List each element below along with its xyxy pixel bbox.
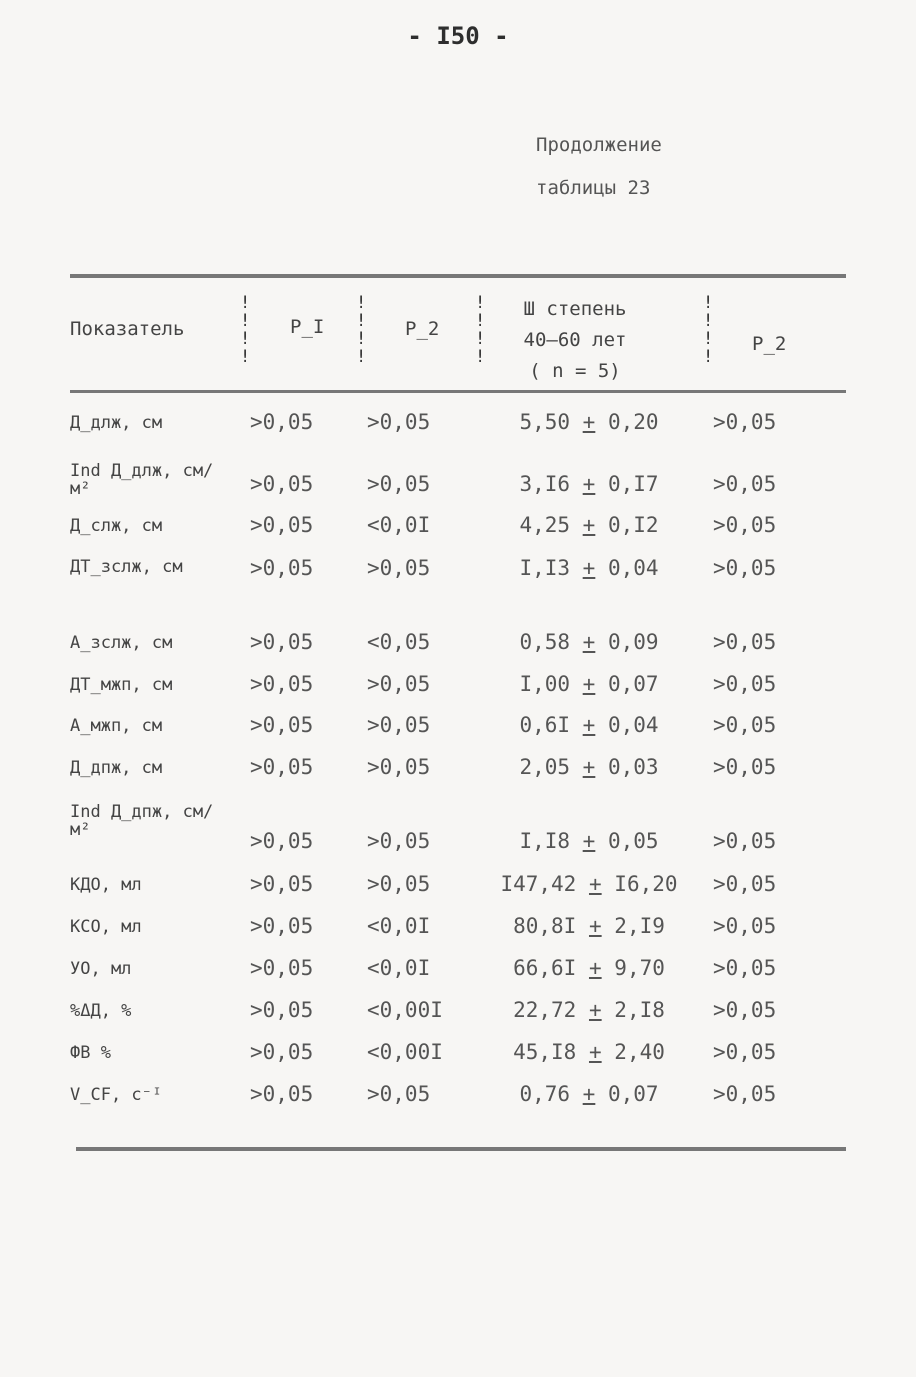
plus-minus-sign: + (582, 713, 596, 737)
cell-p1: >0,05 (250, 956, 314, 980)
table-row (0, 672, 916, 712)
mean-value: 2,05 (519, 755, 571, 779)
mean-value: 66,6I (513, 956, 577, 980)
cell-p2: <0,00I (367, 1040, 443, 1064)
plus-minus-sign: + (582, 672, 596, 696)
cell-p2: <0,0I (367, 513, 431, 537)
cell-p2: >0,05 (367, 872, 431, 896)
cell-p2-right: >0,05 (713, 556, 777, 580)
cell-mean-sd (496, 1040, 682, 1064)
sd-value: 0,07 (607, 672, 659, 696)
row-label: Ind Д_длж, см/м² (70, 461, 214, 499)
header-p1: P_I (290, 316, 325, 338)
header-label: Показатель (70, 318, 185, 340)
table-top-rule (70, 274, 846, 278)
mean-value: I,I8 (519, 829, 571, 853)
sd-value: 0,07 (607, 1082, 659, 1106)
row-label: ДТ_зслж, см (70, 557, 183, 577)
cell-mean-sd (496, 998, 682, 1022)
cell-p2: <0,00I (367, 998, 443, 1022)
plus-minus-sign: + (588, 914, 602, 938)
cell-mean-sd (496, 872, 682, 896)
cell-p2-right: >0,05 (713, 410, 777, 434)
sd-value: 0,05 (607, 829, 659, 853)
table-row (0, 1082, 916, 1122)
cell-p2: >0,05 (367, 410, 431, 434)
plus-minus-sign: + (582, 472, 596, 496)
cell-mean-sd (496, 914, 682, 938)
row-label: %ΔД, % (70, 1001, 132, 1021)
cell-p2-right: >0,05 (713, 914, 777, 938)
cell-mean-sd (496, 755, 682, 779)
cell-p2: <0,05 (367, 630, 431, 654)
sd-value: 0,I7 (607, 472, 659, 496)
table-row (0, 556, 916, 596)
row-label: Д_дпж, см (70, 758, 163, 778)
caption-line-1: Продолжение (536, 134, 662, 156)
sd-value: 0,04 (607, 713, 659, 737)
plus-minus-sign: + (588, 956, 602, 980)
cell-p2: >0,05 (367, 556, 431, 580)
header-group-line-1: Ш степень (523, 298, 627, 320)
cell-p2: <0,0I (367, 914, 431, 938)
cell-mean-sd (496, 713, 682, 737)
cell-mean-sd (496, 513, 682, 537)
sd-value: 0,I2 (607, 513, 659, 537)
mean-value: 3,I6 (519, 472, 571, 496)
mean-value: 0,58 (519, 630, 571, 654)
cell-mean-sd (496, 556, 682, 580)
sd-value: 9,70 (614, 956, 665, 980)
cell-p1: >0,05 (250, 914, 314, 938)
row-label: Д_слж, см (70, 516, 163, 536)
caption-line-2: таблицы 23 (536, 177, 651, 199)
plus-minus-sign: + (582, 513, 596, 537)
row-label: КСО, мл (70, 917, 142, 937)
plus-minus-sign: + (582, 1082, 596, 1106)
cell-mean-sd (496, 672, 682, 696)
table-row (0, 755, 916, 795)
sd-value: 2,I9 (614, 914, 665, 938)
table-row (0, 998, 916, 1038)
cell-p2-right: >0,05 (713, 513, 777, 537)
sd-value: 0,04 (607, 556, 659, 580)
row-label: А_мжп, см (70, 716, 163, 736)
header-group (500, 294, 650, 387)
cell-p2-right: >0,05 (713, 829, 777, 853)
cell-p1: >0,05 (250, 1040, 314, 1064)
cell-p1: >0,05 (250, 713, 314, 737)
plus-minus-sign: + (582, 829, 596, 853)
cell-p2: >0,05 (367, 829, 431, 853)
table-row (0, 872, 916, 912)
cell-p2-right: >0,05 (713, 713, 777, 737)
column-separator: ! ! ! ! (475, 293, 486, 367)
header-group-line-2: 40–60 лет (523, 329, 627, 351)
cell-p1: >0,05 (250, 872, 314, 896)
mean-value: 4,25 (519, 513, 571, 537)
cell-p1: >0,05 (250, 472, 314, 496)
cell-p2-right: >0,05 (713, 755, 777, 779)
cell-p2-right: >0,05 (713, 1040, 777, 1064)
plus-minus-sign: + (582, 556, 596, 580)
table-bottom-rule (76, 1147, 846, 1151)
sd-value: 0,03 (607, 755, 659, 779)
plus-minus-sign: + (582, 630, 596, 654)
sd-value: 2,40 (614, 1040, 665, 1064)
cell-p1: >0,05 (250, 998, 314, 1022)
cell-mean-sd (496, 472, 682, 496)
table-row (0, 713, 916, 753)
row-label: А_зслж, см (70, 633, 173, 653)
cell-p1: >0,05 (250, 1082, 314, 1106)
column-separator: ! ! ! ! (703, 293, 714, 367)
plus-minus-sign: + (582, 410, 596, 434)
cell-p2-right: >0,05 (713, 630, 777, 654)
mean-value: 80,8I (513, 914, 577, 938)
plus-minus-sign: + (588, 998, 602, 1022)
table-caption (536, 124, 662, 210)
cell-mean-sd (496, 1082, 682, 1106)
row-label: КДО, мл (70, 875, 142, 895)
mean-value: 0,6I (519, 713, 571, 737)
table-row (0, 461, 916, 512)
cell-p2-right: >0,05 (713, 1082, 777, 1106)
mean-value: I47,42 (500, 872, 577, 896)
table-row (0, 914, 916, 954)
mean-value: 45,I8 (513, 1040, 577, 1064)
sd-value: 2,I8 (614, 998, 665, 1022)
header-group-line-3: ( n = 5) (529, 360, 621, 382)
sd-value: 0,20 (607, 410, 659, 434)
cell-p1: >0,05 (250, 829, 314, 853)
cell-p2-right: >0,05 (713, 472, 777, 496)
cell-p1: >0,05 (250, 513, 314, 537)
row-label: УО, мл (70, 959, 132, 979)
sd-value: 0,09 (607, 630, 659, 654)
row-label: Д_длж, см (70, 413, 163, 433)
sd-value: I6,20 (614, 872, 678, 896)
cell-p2: >0,05 (367, 672, 431, 696)
row-label: Ind Д_дпж, см/м² (70, 802, 214, 840)
cell-p2-right: >0,05 (713, 872, 777, 896)
cell-p2-right: >0,05 (713, 672, 777, 696)
cell-mean-sd (496, 630, 682, 654)
cell-p2: <0,0I (367, 956, 431, 980)
table-row (0, 630, 916, 670)
cell-p2: >0,05 (367, 1082, 431, 1106)
cell-p1: >0,05 (250, 410, 314, 434)
header-p2: P_2 (405, 318, 440, 340)
table-row (0, 802, 916, 869)
cell-p1: >0,05 (250, 556, 314, 580)
row-label: ДТ_мжп, см (70, 675, 173, 695)
row-label: ФВ % (70, 1043, 111, 1063)
table-row (0, 513, 916, 553)
column-separator: ! ! ! ! (240, 293, 251, 367)
header-p2-right: P_2 (752, 333, 787, 355)
cell-p2: >0,05 (367, 755, 431, 779)
cell-p1: >0,05 (250, 630, 314, 654)
table-row (0, 1040, 916, 1080)
cell-p2: >0,05 (367, 472, 431, 496)
cell-mean-sd (496, 410, 682, 434)
mean-value: 22,72 (513, 998, 577, 1022)
mean-value: 0,76 (519, 1082, 571, 1106)
cell-p2-right: >0,05 (713, 998, 777, 1022)
plus-minus-sign: + (582, 755, 596, 779)
cell-p1: >0,05 (250, 755, 314, 779)
cell-mean-sd (496, 829, 682, 853)
mean-value: I,I3 (519, 556, 571, 580)
mean-value: I,00 (519, 672, 571, 696)
row-label: V_CF, c⁻ᴵ (70, 1085, 163, 1105)
column-separator: ! ! ! ! (356, 293, 367, 367)
cell-mean-sd (496, 956, 682, 980)
table-row (0, 956, 916, 996)
page-number: - I50 - (407, 22, 509, 50)
cell-p2-right: >0,05 (713, 956, 777, 980)
header-bottom-rule (70, 390, 846, 393)
plus-minus-sign: + (588, 872, 602, 896)
mean-value: 5,50 (519, 410, 571, 434)
cell-p1: >0,05 (250, 672, 314, 696)
plus-minus-sign: + (588, 1040, 602, 1064)
table-row (0, 410, 916, 450)
cell-p2: >0,05 (367, 713, 431, 737)
